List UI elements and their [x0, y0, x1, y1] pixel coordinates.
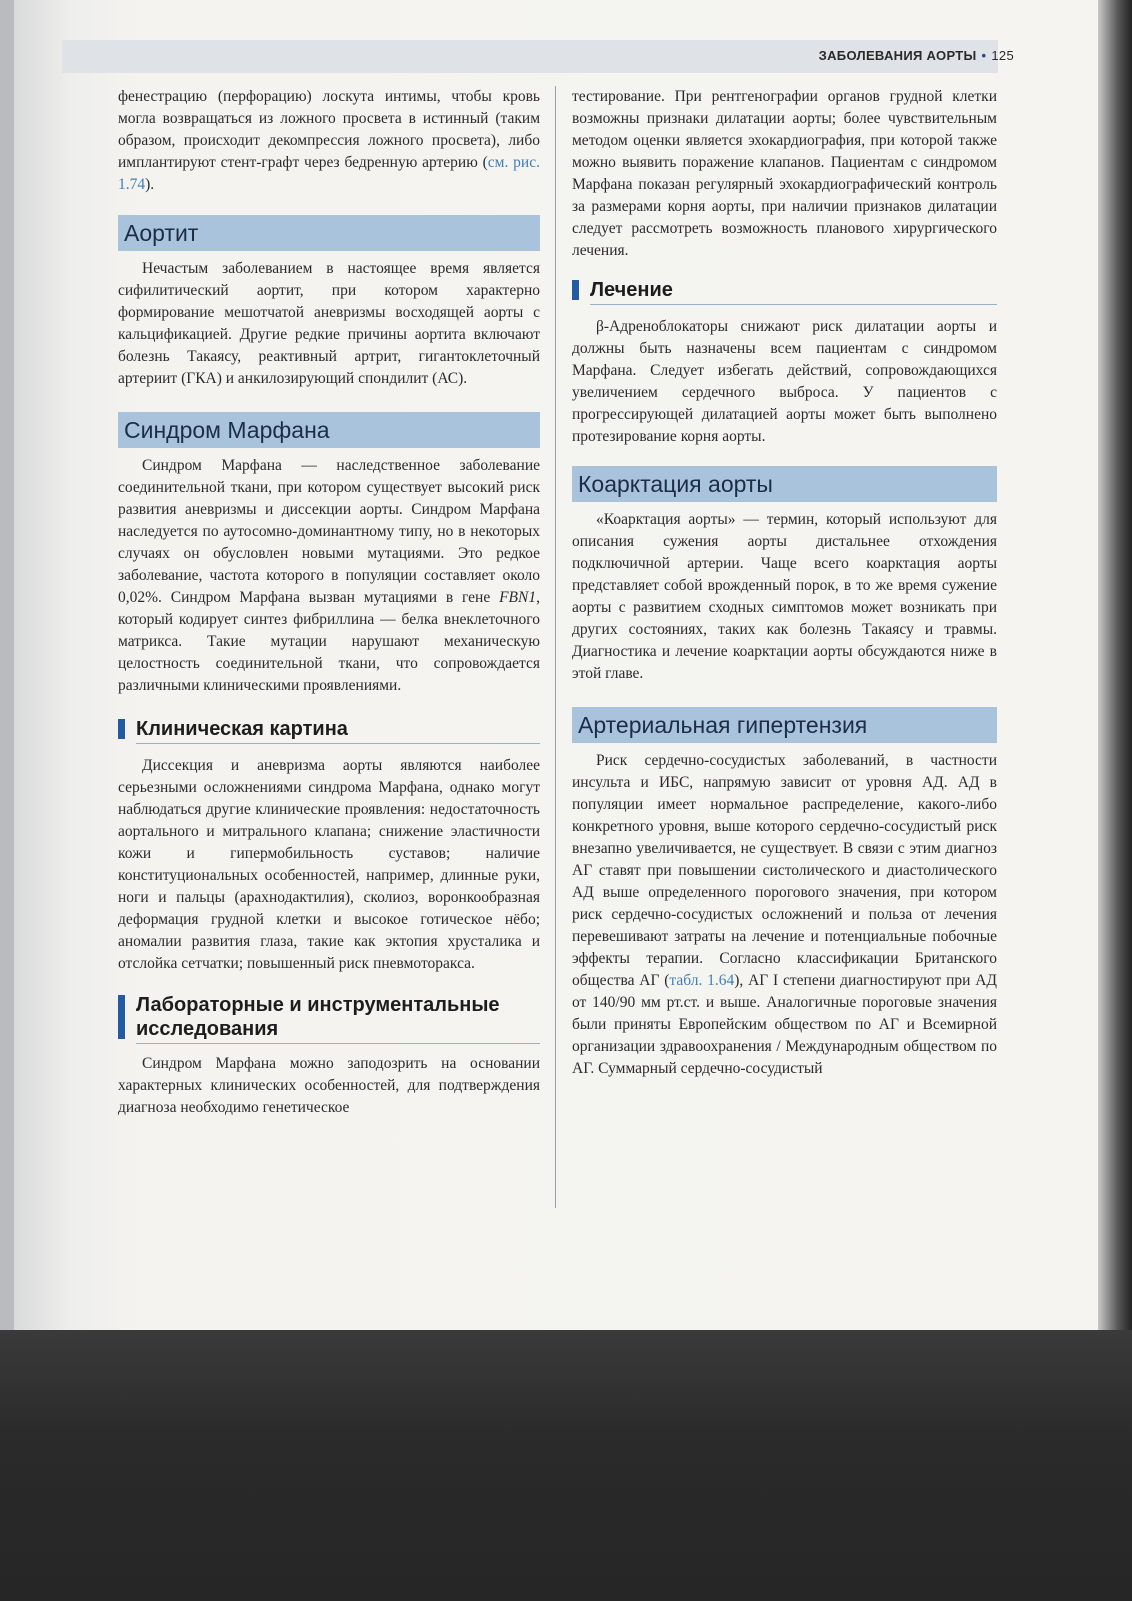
scanner-background — [0, 1330, 1132, 1601]
table-reference-link[interactable]: табл. 1.64 — [669, 972, 735, 989]
intro-paragraph — [118, 86, 540, 196]
running-title: ЗАБОЛЕВАНИЯ АОРТЫ — [818, 48, 977, 63]
book-spine-shadow — [0, 0, 14, 1340]
heading-coarctation: Коарктация аорты — [572, 466, 997, 502]
heading-text-line1: Лабораторные и инструментальные — [136, 994, 500, 1016]
lab-continuation-paragraph: тестирование. При рентгенографии органов грудной клетки возможны признаки дилатации аорты; более чувствительным методом оценки является эхокардиография, при которой также можно выявить поражение клапанов. Пациентам с синдромом Марфана показан регулярный эхокардиографический контроль за размерами корня аорты, при наличии признаков дилатации следует рассмотреть возможность планового хирургического лечения. — [572, 88, 997, 259]
hypertension-paragraph — [572, 750, 997, 1080]
header-separator: • — [981, 48, 987, 63]
marfan-text: Синдром Марфана — наследственное заболевание соединительной ткани, при котором существует высокий риск развития аневризмы и диссекции аорты. Синдром Марфана наследуется по аутосомно-доминантному типу, но в некоторых случаях он обусловлен новыми мутациями. Это редкое заболевание, частота которого в популяции составляет около 0,02%. Синдром Марфана вызван мутациями в гене — [118, 457, 540, 606]
marfan-text-end: , который кодирует синтез фибриллина — белка внеклеточного матрикса. Такие мутации нарушают механическую целостность соединительной ткани, что сопровождается различными клиническими проявлениями. — [118, 589, 540, 694]
heading-text: Клиническая картина — [136, 718, 348, 740]
marfan-paragraph — [118, 455, 540, 697]
heading-aortitis: Аортит — [118, 215, 540, 251]
heading-marker — [118, 719, 125, 739]
page-edge-shadow — [1098, 0, 1132, 1340]
heading-text-line2: исследования — [136, 1018, 279, 1040]
heading-treatment — [572, 278, 997, 302]
heading-rule — [136, 743, 540, 744]
heading-marker — [572, 280, 579, 300]
aortitis-paragraph: Нечастым заболеванием в настоящее время является сифилитический аортит, при котором характерно формирование мешотчатой аневризмы восходящей аорты с кальцификацией. Другие редкие причины аортита включают болезнь Такаясу, реактивный артрит, гигантоклеточный артериит (ГКА) и анкилозирующий спондилит (АС). — [118, 260, 540, 387]
left-column — [118, 86, 540, 1119]
heading-marker — [118, 995, 125, 1039]
heading-arterial-hypertension: Артериальная гипертензия — [572, 707, 997, 743]
clinical-paragraph: Диссекция и аневризма аорты являются наиболее серьезными осложнениями синдрома Марфана, однако могут наблюдаться другие клинические проявления: недостаточность аортального и митрального клапана; снижение эластичности кожи и гипермобильность суставов; наличие конституциональных особенностей, например, длинные руки, ноги и пальцы (арахнодактилия), сколиоз, воронкообразная деформация грудной клетки и высокое готическое нёбо; аномалии развития глаза, такие как эктопия хрусталика и отслойка сетчатки; повышенный риск пневмоторакса. — [118, 757, 540, 972]
heading-rule — [590, 304, 997, 305]
page-number: 125 — [991, 48, 1014, 63]
running-header — [819, 48, 1014, 63]
coarctation-paragraph: «Коарктация аорты» — термин, который используют для описания сужения аорты дистальнее отхождения подключичной артерии. Чаще всего коарктация аорты представляет собой врожденный порок, в то же время сужение аорты с развитием сходных симптомов может возникать при других состояниях, таких как болезнь Такаясу и травмы. Диагностика и лечение коарктации аорты обсуждаются ниже в этой главе. — [572, 511, 997, 682]
gene-name: FBN1 — [499, 589, 537, 606]
intro-text-end: ). — [145, 176, 155, 193]
right-column — [572, 86, 997, 1080]
hypertension-text: Риск сердечно-сосудистых заболеваний, в частности инсульта и ИБС, напрямую зависит от уровня АД. АД в популяции имеет нормальное распределение, какого-либо конкретного уровня, выше которого сердечно-сосудистый риск внезапно увеличивается, не существует. В связи с этим диагноз АГ ставят при повышении систолического и диастолического АД выше определенного порогового значения, при котором риск сердечно-сосудистых осложнений и польза от лечения перевешивают затраты на лечение и потенциальные побочные эффекты терапии. Согласно классификации Британского общества АГ ( — [572, 752, 997, 989]
heading-marfan-syndrome: Синдром Марфана — [118, 412, 540, 448]
treatment-paragraph: β-Адреноблокаторы снижают риск дилатации аорты и должны быть назначены всем пациентам с синдромом Марфана. Следует избегать действий, сопровождающихся увеличением сердечного выброса. У пациентов с прогрессирующей дилатацией аорты может быть выполнено протезирование корня аорты. — [572, 318, 997, 445]
heading-clinical-picture — [118, 717, 540, 741]
hypertension-text-end: ), АГ I степени диагностируют при АД от 140/90 мм рт.ст. и выше. Аналогичные пороговые значения были приняты Европейским обществом по АГ и Всемирной организации здравоохранения / Международным обществом по АГ. Суммарный сердечно-сосудистый — [572, 972, 998, 1077]
column-divider — [555, 86, 556, 1208]
figure-reference-link[interactable]: см. рис. 1.74 — [118, 154, 540, 193]
lab-paragraph: Синдром Марфана можно заподозрить на основании характерных клинических особенностей, для подтверждения диагноза необходимо генетическое — [118, 1055, 540, 1116]
intro-text: фенестрацию (перфорацию) лоскута интимы, чтобы кровь могла возвращаться из ложного просвета в истинный (таким образом, происходит декомпрессия ложного просвета), либо имплантируют стент-графт через бедренную артерию ( — [118, 88, 540, 171]
heading-rule — [136, 1043, 540, 1044]
heading-text: Лечение — [590, 279, 673, 301]
heading-lab-studies — [118, 993, 540, 1041]
